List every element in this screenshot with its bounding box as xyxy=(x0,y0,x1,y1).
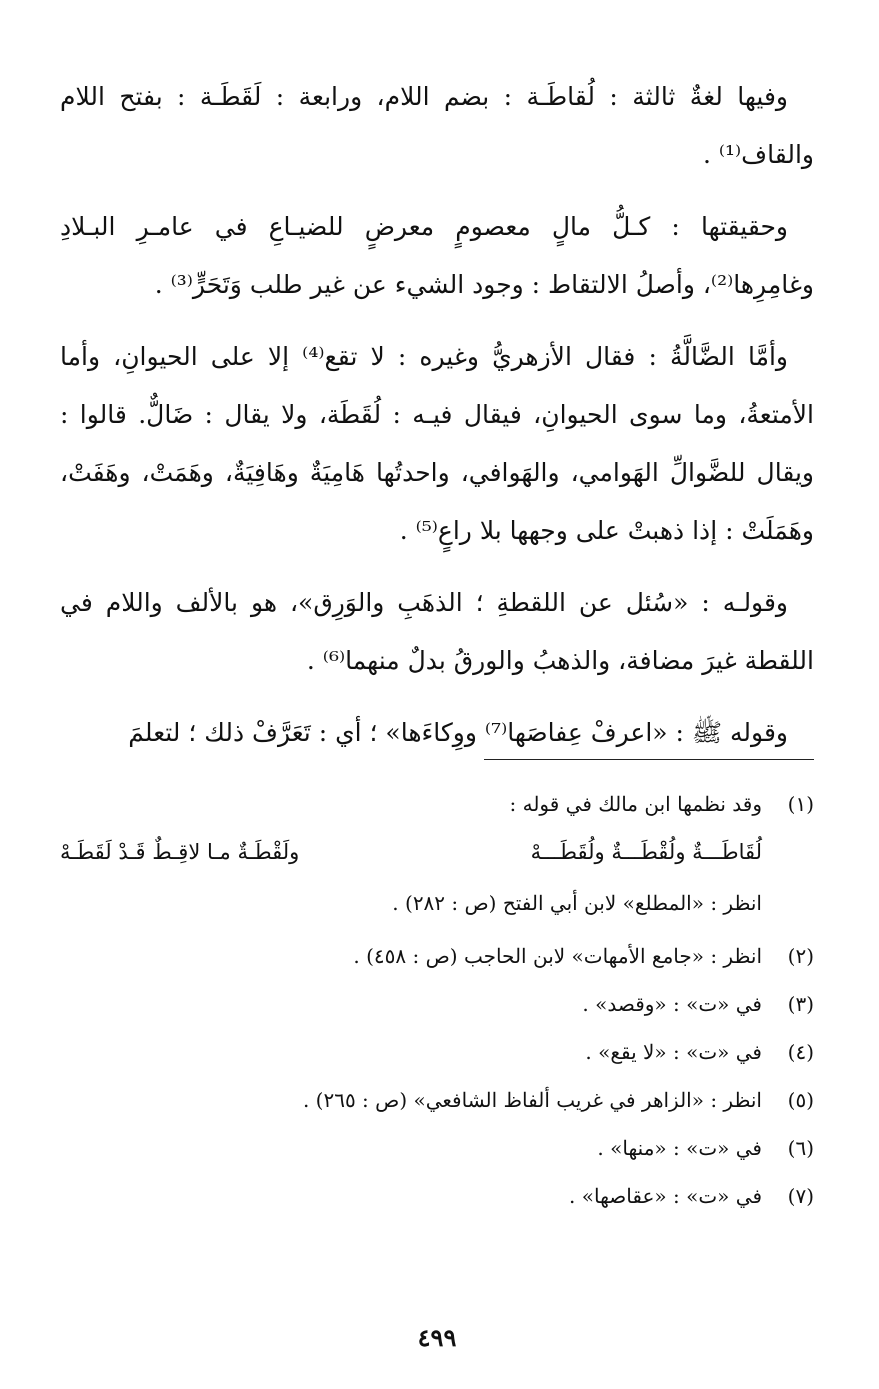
paragraph-2: وحقيقتها : كـلُّ مالٍ معصومٍ معرضٍ للضيـاعِ في عامـرِ البـلادِ وغامِرِها⁽²⁾، وأصلُ الالتقاط : وجود الشيء عن غير طلب وَتَحَرٍّ⁽³⁾ . xyxy=(60,212,814,299)
footnote-number: (٧) xyxy=(787,1184,814,1208)
page-number: ٤٩٩ xyxy=(417,1323,457,1352)
footnote-number: (٣) xyxy=(787,992,814,1016)
paragraph-4: وقولـه : «سُئل عن اللقطةِ ؛ الذهَبِ والوَرِق»، هو بالألف واللام في اللقطة غيرَ مضافة، والذهبُ والورقُ بدلٌ منهما⁽⁶⁾ . xyxy=(60,588,814,675)
footnote-6 xyxy=(60,1124,814,1172)
verse-left-hemistich: ولَقْطَـةٌ مـا لاقِـطٌ قَـدْ لَقَطَـهْ xyxy=(60,840,300,864)
footnote-text: في «ت» : «وقصد» . xyxy=(582,992,762,1016)
main-text xyxy=(60,68,814,762)
footnote-text: في «ت» : «لا يقع» . xyxy=(585,1040,762,1064)
footnote-text: وقد نظمها ابن مالك في قوله : xyxy=(509,792,762,816)
footnotes xyxy=(60,780,814,1220)
footnote-3 xyxy=(60,980,814,1028)
footnote-number: (٥) xyxy=(787,1088,814,1112)
paragraph-1: وفيها لغةٌ ثالثة : لُقاطَـة : بضم اللام، ورابعة : لَقَطَـة : بفتح اللام والقاف⁽¹⁾ . xyxy=(60,82,814,169)
footnote-text: انظر : «الزاهر في غريب ألفاظ الشافعي» (ص : ٢٦٥) . xyxy=(302,1088,762,1112)
footnote-1-continuation: انظر : «المطلع» لابن أبي الفتح (ص : ٢٨٢) . xyxy=(392,891,762,915)
footnote-number: (١) xyxy=(787,792,814,816)
footnote-2 xyxy=(60,932,814,980)
footnote-text: انظر : «جامع الأمهات» لابن الحاجب (ص : ٤٥٨) . xyxy=(353,944,762,968)
footnote-4 xyxy=(60,1028,814,1076)
footnote-5 xyxy=(60,1076,814,1124)
footnote-1 xyxy=(60,780,814,828)
footnote-number: (٦) xyxy=(787,1136,814,1160)
footnote-7 xyxy=(60,1172,814,1220)
paragraph-3: وأمَّا الضَّالَّةُ : فقال الأزهريُّ وغيره : لا تقع⁽⁴⁾ إلا على الحيوانِ، وأما الأمتعةُ، وما سوى الحيوانِ، فيقال فيـه : لُقَطَة، ولا يقال : ضَالٌّ. قالوا : ويقال للضَّوالِّ الهَوامي، والهَوافي، واحدتُها هَامِيَةٌ وهَافِيَةٌ، وهَمَتْ، وهَفَتْ، وهَمَلَتْ : إذا ذهبتْ على وجهها بلا راعٍ⁽⁵⁾ . xyxy=(60,342,814,545)
footnote-number: (٢) xyxy=(787,944,814,968)
paragraph-5: وقوله ﷺ : «اعرفْ عِفاصَها⁽⁷⁾ ووِكاءَها» ؛ أي : تَعَرَّفْ ذلك ؛ لتعلمَ xyxy=(128,718,788,747)
footnote-divider xyxy=(484,759,814,760)
verse-right-hemistich: لُقَاطَـــةٌ ولُقْطَـــةٌ ولُقَطَـــهْ xyxy=(530,840,762,864)
footnote-verse xyxy=(60,828,814,878)
footnote-text: في «ت» : «منها» . xyxy=(597,1136,762,1160)
footnote-text: في «ت» : «عقاصها» . xyxy=(569,1184,762,1208)
page xyxy=(60,68,814,1368)
footnote-number: (٤) xyxy=(787,1040,814,1064)
